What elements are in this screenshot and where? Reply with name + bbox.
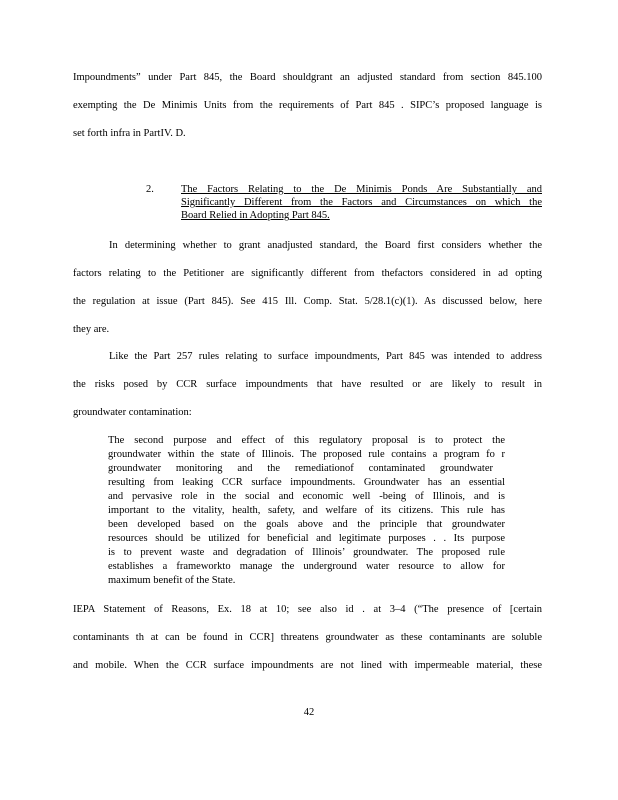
block-quote-line: been developed based on the goals above and the principle that groundwater [108,519,505,530]
body-text-line: they are. [73,324,110,335]
block-quote-line: groundwater monitoring and the remediationof contaminated groundwater [108,463,493,474]
body-text-line: In determining whether to grant anadjusted standard, the Board first considers whether the [109,240,542,251]
block-quote-line: establishes a frameworkto manage the underground water resource to allow for [108,561,505,572]
body-text-line: set forth infra in PartIV. D. [73,128,186,139]
body-text-line: groundwater contamination: [73,407,192,418]
section-heading-line: Significantly Different from the Factors and Circumstances on which the [181,197,542,208]
page-number: 42 [303,707,315,718]
block-quote-line: maximum benefit of the State. [108,575,236,586]
section-heading-line: The Factors Relating to the De Minimis Ponds Are Substantially and [181,184,542,195]
body-text-line: contaminants th at can be found in CCR] threatens groundwater as these contaminants are soluble [73,632,542,643]
body-text-line: exempting the De Minimis Units from the requirements of Part 845 . SIPC’s proposed language is [73,100,542,111]
block-quote-line: and pervasive role in the social and economic well -being of Illinois, and is [108,491,505,502]
section-number: 2. [146,184,154,195]
body-text-line: factors relating to the Petitioner are significantly different from thefactors considered in ad opting [73,268,542,279]
body-text-line: Impoundments” under Part 845, the Board shouldgrant an adjusted standard from section 845.100 [73,72,542,83]
block-quote-line: resulting from leaking CCR surface impoundments. Groundwater has an essential [108,477,505,488]
block-quote-line: The second purpose and effect of this regulatory proposal is to protect the [108,435,505,446]
body-text-line: and mobile. When the CCR surface impoundments are not lined with impermeable material, these [73,660,542,671]
block-quote-line: resources should be utilized for beneficial and legitimate purposes . . Its purpose [108,533,505,544]
body-text-line: IEPA Statement of Reasons, Ex. 18 at 10; see also id . at 3–4 (“The presence of [certain [73,604,542,615]
section-heading-line: Board Relied in Adopting Part 845. [181,210,330,221]
block-quote-line: is to prevent waste and degradation of Illinois’ groundwater. The proposed rule [108,547,505,558]
block-quote-line: important to the vitality, health, safety, and welfare of its citizens. This rule has [108,505,505,516]
body-text-line: the regulation at issue (Part 845). See 415 Ill. Comp. Stat. 5/28.1(c)(1). As discussed below, here [73,296,542,307]
body-text-line: the risks posed by CCR surface impoundments that have resulted or are likely to result in [73,379,542,390]
block-quote-line: groundwater within the state of Illinois. The proposed rule contains a program fo r [108,449,505,460]
body-text-line: Like the Part 257 rules relating to surface impoundments, Part 845 was intended to address [109,351,542,362]
